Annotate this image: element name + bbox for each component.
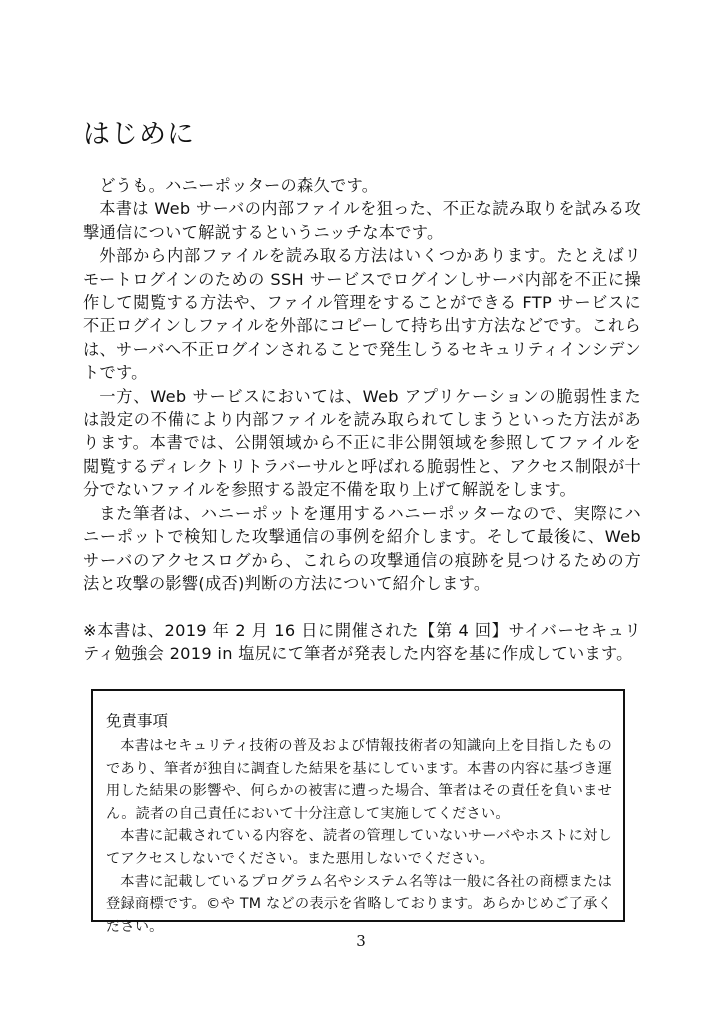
paragraph: また筆者は、ハニーポットを運用するハニーポッターなので、実際にハニーポットで検知した攻撃通信の事例を紹介します。そして最後に、Web サーバのアクセスログから、これらの攻撃通信の痕跡を見つけるための方法と攻撃の影響(成否)判断の方法について紹介します。 xyxy=(83,503,641,593)
page-number: 3 xyxy=(356,932,366,950)
paragraph: 一方、Web サービスにおいては、Web アプリケーションの脆弱性または設定の不備により内部ファイルを読み取られてしまうといった方法があります。本書では、公開領域から不正に非公開領域を参照してファイルを閲覧するディレクトリトラバーサルと呼ばれる脆弱性と、アクセス制限が十分でないファイルを参照する設定不備を取り上げて解説をします。 xyxy=(83,386,641,500)
source-note: ※本書は、2019 年 2 月 16 日に開催された【第 4 回】サイバーセキュリティ勉強会 2019 in 塩尻にて筆者が発表した内容を基に作成しています。 xyxy=(83,620,641,664)
disclaimer-paragraph: 本書はセキュリティ技術の普及および情報技術者の知識向上を目指したものであり、筆者が独自に調査した結果を基にしています。本書の内容に基づき運用した結果の影響や、何らかの被害に遭った場合、筆者はその責任を負いません。読者の自己責任において十分注意して実施してください。 xyxy=(106,738,612,822)
intro-body xyxy=(83,174,641,666)
disclaimer-paragraph: 本書に記載しているプログラム名やシステム名等は一般に各社の商標または登録商標です。©や TM などの表示を省略しております。あらかじめご了承ください。 xyxy=(106,873,612,935)
paragraph: 本書は Web サーバの内部ファイルを狙った、不正な読み取りを試みる攻撃通信について解説するというニッチな本です。 xyxy=(83,199,641,242)
paragraph: どうも。ハニーポッターの森久です。 xyxy=(99,176,379,195)
page-heading: はじめに xyxy=(83,119,195,150)
disclaimer-paragraph: 本書に記載されている内容を、読者の管理していないサーバやホストに対してアクセスしないでください。また悪用しないでください。 xyxy=(106,828,612,867)
paragraph: 外部から内部ファイルを読み取る方法はいくつかあります。たとえばリモートログインのための SSH サービスでログインしサーバ内部を不正に操作して閲覧する方法や、ファイル管理をすることができる FTP サービスに不正ログインしファイルを外部にコピーして持ち出す方法などです。これらは、サーバへ不正ログインされることで発生しうるセキュリティインシデントです。 xyxy=(83,246,641,383)
disclaimer-title: 免責事項 xyxy=(106,712,169,730)
disclaimer-body xyxy=(106,735,612,938)
disclaimer-box xyxy=(91,689,625,935)
